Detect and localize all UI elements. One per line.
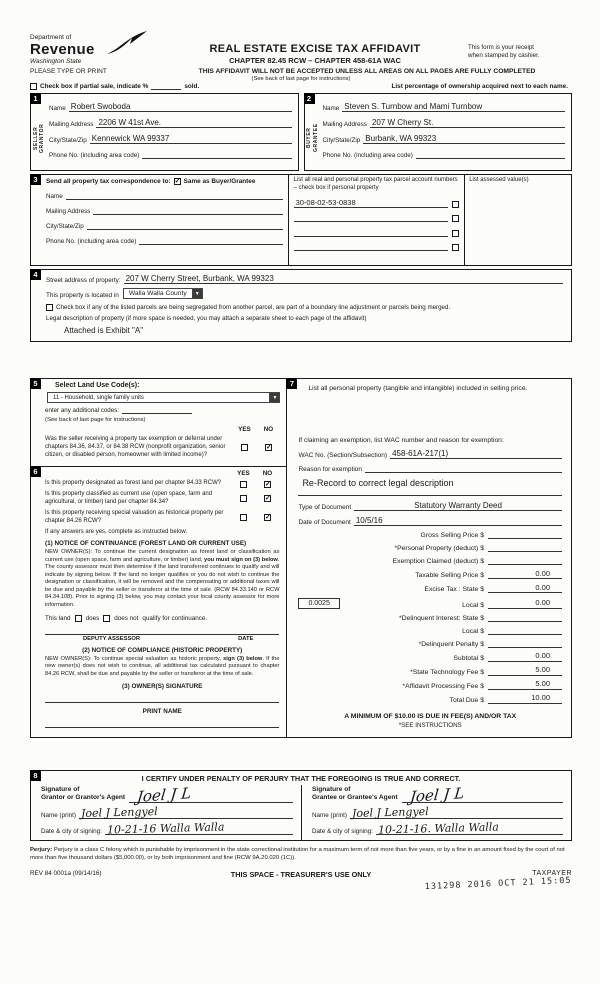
no-column-header: NO	[263, 426, 274, 433]
owner-signature-heading: (3) OWNER(S) SIGNATURE	[122, 683, 203, 691]
forest-no-checkbox[interactable]: ✓	[264, 480, 271, 488]
send-correspondence-label: Send all property tax correspondence to:	[46, 178, 171, 185]
grantee-name-print-value: Joel J Lengyel	[351, 804, 429, 820]
see-back-note: (See back of last page for instructions)	[251, 76, 351, 82]
type-of-document-label: Type of Document	[298, 504, 352, 512]
section-6-designation	[30, 467, 287, 737]
seller-phone-field[interactable]	[142, 150, 291, 159]
total-due-label: Total Due $	[449, 696, 484, 704]
yes-column-header: YES	[238, 426, 251, 433]
date-of-document-label: Date of Document	[298, 519, 351, 527]
grantor-name-print-value: Joel J Lengyel	[80, 804, 158, 820]
current-use-no-checkbox[interactable]: ✓	[264, 495, 271, 503]
gross-selling-price-field[interactable]	[488, 531, 562, 540]
same-as-buyer-checkbox[interactable]: ✓	[174, 178, 181, 185]
gross-selling-price-label: Gross Selling Price $	[420, 532, 484, 540]
buyer-citystatezip-label: City/State/Zip	[322, 137, 361, 144]
personal-property-checkbox-2[interactable]	[452, 215, 459, 222]
exemption-claimed-field[interactable]	[488, 557, 562, 566]
logo-dept-text: Department of	[30, 34, 72, 41]
print-name-label: PRINT NAME	[142, 708, 182, 716]
historic-yes-checkbox[interactable]	[240, 514, 247, 521]
seller-side-word: SELLER	[32, 126, 39, 150]
page-title: REAL ESTATE EXCISE TAX AFFIDAVIT	[209, 43, 421, 55]
receipt-note-line1: This form is your receipt	[468, 44, 535, 51]
street-address-field[interactable]: 207 W Cherry Street, Burbank, WA 99323	[124, 274, 563, 284]
legal-description-label: Legal description of property (if more space is needed, you may attach a separate sheet to each page of the affidavit)	[46, 315, 367, 322]
delinquent-interest-state-field[interactable]	[488, 613, 562, 622]
section-5-land-use	[30, 378, 287, 467]
seller-address-field[interactable]: 2206 W 41st Ave.	[96, 118, 291, 128]
grantee-date-city-field[interactable]	[376, 820, 563, 837]
seller-grantor-side-label	[32, 107, 46, 169]
parcel-row	[294, 199, 460, 208]
grantor-signature-line[interactable]	[129, 783, 293, 806]
affidavit-processing-fee-label: *Affidavit Processing Fee $	[402, 682, 484, 690]
sold-label: sold.	[184, 83, 200, 90]
seller-phone-label: Phone No. (including area code)	[49, 152, 140, 159]
notice-continuance-paragraph	[45, 549, 279, 609]
wac-number-label: WAC No. (Section/Subsection)	[298, 452, 388, 460]
form-header	[30, 34, 572, 65]
wac-number-field[interactable]: 458-61A-217(1)	[390, 449, 562, 459]
partial-sale-checkbox[interactable]	[30, 83, 37, 90]
correspondence-address-label: Mailing Address	[46, 208, 91, 215]
section-8-badge: 8	[30, 770, 41, 781]
perjury-text: Perjury is a class C felony which is punishable by imprisonment in the state correctional institution for a maximum term of not more than five years, or by a fine in an amount fixed by the court of not more than five thousand dollars ($5,000.00), or by both imprisonment and fine (RCW 9A.20.020 (1C)).	[30, 846, 565, 861]
delinquent-penalty-label: *Delinquent Penalty $	[418, 640, 484, 648]
notice2-text-c: . If the new owner(s) does not wish to continue, all additional tax calculated pursuant to chapter 84.26 RCW, shall be due and payable by the seller or transferor at the time of sale.	[45, 655, 280, 677]
tax-deferral-question: Was the seller receiving a property tax exemption or deferral under chapters 84.36, 84.37, or 84.38 RCW (nonprofit organization, senior citizen, or disabled person, homeowner with limited income)?	[45, 436, 226, 458]
perjury-clause	[30, 847, 572, 863]
grantor-signature-label-1: Signature of	[41, 785, 80, 793]
forest-yes-checkbox[interactable]	[240, 481, 247, 488]
county-dropdown[interactable]	[123, 288, 203, 299]
delinquent-penalty-field[interactable]	[488, 639, 562, 648]
grantee-signature-line[interactable]	[402, 783, 563, 806]
section-4-badge: 4	[30, 269, 41, 280]
correspondence-citystatezip-field[interactable]	[87, 221, 283, 230]
print-name-line[interactable]	[45, 717, 279, 728]
certify-statement: I CERTIFY UNDER PENALTY OF PERJURY THAT THE FOREGOING IS TRUE AND CORRECT.	[141, 773, 461, 783]
see-instructions-note: *SEE INSTRUCTIONS	[398, 721, 462, 729]
grantee-signature-label-1: Signature of	[312, 785, 351, 793]
section-4-property	[30, 269, 572, 342]
correspondence-name-field[interactable]	[66, 191, 283, 200]
logo-state-text: Washington State	[30, 58, 82, 65]
this-land-label: This land	[45, 614, 71, 622]
delinquent-interest-state-label: *Delinquent Interest: State $	[398, 614, 484, 622]
grantor-signature: Joel J L	[136, 783, 193, 806]
seller-citystatezip-field[interactable]: Kennewick WA 99337	[90, 134, 292, 144]
section-6-badge: 6	[30, 466, 41, 477]
grantor-name-print-field[interactable]	[79, 804, 293, 820]
cashier-date-stamp: 131298 2016 OCT 21 15:05	[425, 875, 573, 892]
buyer-address-field[interactable]: 207 W Cherry St.	[370, 118, 565, 128]
owner-signature-line[interactable]	[45, 692, 279, 703]
personal-property-checkbox-1[interactable]	[452, 201, 459, 208]
treasurer-use-label: THIS SPACE - TREASURER'S USE ONLY	[230, 869, 372, 879]
excise-tax-local-field[interactable]: 0.00	[488, 599, 562, 609]
segregated-parcels-checkbox[interactable]	[46, 304, 53, 311]
notice-compliance-heading: (2) NOTICE OF COMPLIANCE (HISTORIC PROPERTY)	[82, 646, 243, 654]
does-not-checkbox[interactable]	[103, 615, 110, 622]
notice2-text-bold: sign (3) below	[223, 655, 263, 662]
personal-property-list-area[interactable]	[298, 393, 562, 433]
notice1-text-a: NEW OWNER(S): To continue the current designation as forest land or classification as current use (open space, farm and agriculture, or timber) land,	[45, 549, 280, 563]
section-7-tax-computation	[287, 378, 572, 738]
subtotal-field[interactable]: 0.00	[488, 652, 562, 662]
deputy-assessor-label: DEPUTY ASSESSOR	[83, 635, 141, 642]
land-use-dropdown[interactable]	[47, 392, 280, 403]
forest-land-question: Is this property designated as forest land per chapter 84.33 RCW?	[45, 480, 222, 487]
grantee-date-city-value: 10-21-16. Walla Walla	[377, 820, 499, 837]
located-in-label: This property is located in	[46, 292, 119, 299]
state-technology-fee-field[interactable]: 5.00	[488, 666, 562, 676]
exemption-header: If claiming an exemption, list WAC number and reason for exemption:	[298, 437, 504, 445]
seller-name-label: Name	[49, 105, 66, 112]
total-due-field[interactable]: 10.00	[488, 694, 562, 704]
correspondence-phone-label: Phone No. (including area code)	[46, 238, 137, 245]
qualify-label: qualify for continuance.	[142, 614, 208, 622]
section-2-badge: 2	[304, 93, 315, 104]
date-of-document-field[interactable]: 10/5/16	[354, 516, 562, 526]
excise-tax-state-label: Excise Tax : State $	[424, 586, 484, 594]
acceptance-warning: THIS AFFIDAVIT WILL NOT BE ACCEPTED UNLESS ALL AREAS ON ALL PAGES ARE FULLY COMPLETED	[198, 68, 536, 75]
delinquent-interest-local-field[interactable]	[488, 626, 562, 635]
reason-for-exemption-value[interactable]: Re-Record to correct legal description	[302, 478, 454, 489]
parcel-number-field-2[interactable]	[294, 214, 449, 222]
if-yes-note: If any answers are yes, complete as instructed below.	[45, 529, 188, 536]
additional-codes-field[interactable]	[122, 413, 192, 414]
minimum-due-note: A MINIMUM OF $10.00 IS DUE IN FEE(S) AND/OR TAX	[344, 712, 517, 720]
spacer	[30, 342, 572, 378]
exemption-claimed-label: Exemption Claimed (deduct) $	[392, 558, 484, 566]
land-use-value: 11 - Household, single family units	[53, 395, 144, 401]
form-footer	[30, 869, 573, 892]
percent-sold-field[interactable]	[151, 89, 181, 90]
historic-no-checkbox[interactable]: ✓	[264, 514, 271, 522]
receipt-note-line2: when stamped by cashier.	[468, 52, 540, 60]
yes-column-header: YES	[237, 470, 250, 478]
parcel-row	[294, 243, 460, 251]
personal-property-checkbox-4[interactable]	[452, 244, 459, 251]
grantor-signature-label-2: Grantor or Grantor's Agent	[41, 794, 126, 802]
receipt-note	[468, 34, 572, 65]
dor-flag-icon	[106, 30, 148, 56]
section-1-badge: 1	[30, 93, 41, 104]
personal-property-checkbox-3[interactable]	[452, 230, 459, 237]
deferral-yes-checkbox[interactable]	[241, 444, 248, 451]
see-back-note-5: (See back of last page for instructions)	[45, 417, 146, 423]
form-revision-number: REV 84 0001a (09/14/16)	[30, 869, 102, 877]
section-7-badge: 7	[286, 378, 297, 389]
personal-property-header: List all personal property (tangible and intangible) included in selling price.	[308, 385, 528, 392]
partial-sale-label: Check box if partial sale, indicate %	[40, 83, 149, 90]
grantee-signature-label-2: Grantee or Grantee's Agent	[312, 794, 398, 802]
personal-property-deduct-label: *Personal Property (deduct) $	[394, 545, 484, 553]
dor-logo	[30, 34, 162, 65]
excise-tax-local-label: Local $	[462, 601, 484, 609]
correspondence-citystatezip-label: City/State/Zip	[46, 223, 84, 230]
street-address-label: Street address of property:	[46, 277, 121, 284]
ownership-percentage-note: List percentage of ownership acquired next to each name.	[391, 83, 568, 90]
local-rate-box: 0.0025	[298, 598, 339, 609]
section-3-badge: 3	[30, 174, 41, 185]
buyer-grantee-side-label	[306, 107, 320, 169]
notice1-text-c: . The county assessor must then determine if the land transferred continues to qualify and will indicate by signing below. If the land no longer qualifies or you do not wish to continue the designation or classification, it will be removed and the compensating or additional taxes will be due and payable by the seller or transferor at the time of sale. (RCW 84.33.140 or RCW 84.34.108). Prior to signing (3) below, you may contact your local county assessor for more information.	[45, 556, 280, 608]
notice-continuance-heading: (1) NOTICE OF CONTINUANCE (FOREST LAND OR CURRENT USE)	[45, 540, 247, 548]
chevron-down-icon[interactable]: ▼	[192, 289, 202, 298]
deferral-no-checkbox[interactable]: ✓	[265, 444, 272, 452]
buyer-phone-field[interactable]	[416, 150, 565, 159]
grantee-side-word: GRANTEE	[312, 123, 319, 153]
notice-compliance-paragraph	[45, 656, 279, 679]
subtotal-label: Subtotal $	[453, 654, 484, 662]
assessed-values-header: List assessed value(s)	[469, 177, 529, 183]
chevron-down-icon[interactable]: ▼	[269, 393, 279, 402]
section-3-correspondence	[30, 174, 572, 266]
current-use-yes-checkbox[interactable]	[240, 495, 247, 502]
buyer-citystatezip-field[interactable]: Burbank, WA 99323	[363, 134, 565, 144]
grantor-name-print-label: Name (print)	[41, 811, 76, 819]
grantor-date-city-label: Date & city of signing:	[41, 827, 102, 835]
correspondence-phone-field[interactable]	[139, 236, 282, 245]
no-column-header: NO	[262, 470, 273, 478]
taxable-selling-price-label: Taxable Selling Price $	[415, 572, 484, 580]
please-type-label: PLEASE TYPE OR PRINT	[30, 68, 107, 75]
buyer-phone-label: Phone No. (including area code)	[322, 152, 413, 159]
reason-for-exemption-label: Reason for exemption	[298, 466, 363, 474]
buyer-side-word: BUYER	[306, 127, 312, 149]
grantee-name-print-field[interactable]	[350, 804, 563, 820]
section-8-signatures	[30, 770, 572, 841]
type-of-document-field[interactable]: Statutory Warranty Deed	[354, 501, 562, 511]
does-label: does	[85, 614, 100, 622]
buyer-name-field[interactable]: Steven S. Turnbow and Mami Turnbow	[342, 102, 565, 112]
grantor-signature-block	[31, 785, 301, 840]
correspondence-address-field[interactable]	[93, 206, 282, 215]
does-checkbox[interactable]	[75, 615, 82, 622]
parcel-row	[294, 214, 460, 222]
parcel-number-field-1[interactable]: 30-08-02-53-0838	[294, 199, 449, 208]
buyer-name-label: Name	[322, 105, 340, 112]
current-use-question: Is this property classified as current use (open space, farm and agricultural, or timber) land per chapter 84.34?	[45, 491, 213, 505]
grantor-date-city-value: 10-21-16 Walla Walla	[106, 820, 225, 837]
taxable-selling-price-field[interactable]: 0.00	[488, 570, 562, 580]
grantor-side-word: GRANTOR	[39, 123, 45, 153]
segregated-parcels-label: Check box if any of the listed parcels are being segregated from another parcel, are part of a boundary line adjustment or parcels being merged.	[56, 304, 451, 311]
page-subtitle: CHAPTER 82.45 RCW – CHAPTER 458-61A WAC	[229, 56, 401, 65]
seller-address-label: Mailing Address	[49, 121, 94, 128]
same-as-buyer-label: Same as Buyer/Grantee	[183, 178, 256, 185]
perjury-bold: Perjury:	[30, 846, 53, 853]
parcel-numbers-header: List all real and personal property tax parcel account numbers – check box if personal property	[293, 177, 458, 191]
legal-description-field[interactable]: Attached is Exhibit "A"	[64, 326, 144, 335]
date-label: DATE	[238, 635, 254, 642]
historic-property-question: Is this property receiving special valuation as historical property per chapter 84.26 RCW?	[45, 509, 224, 524]
affidavit-processing-fee-field[interactable]: 5.00	[488, 680, 562, 690]
grantee-date-city-label: Date & city of signing:	[312, 827, 373, 835]
seller-name-field[interactable]: Robert Swoboda	[69, 102, 292, 112]
correspondence-name-label: Name	[46, 193, 63, 200]
deputy-assessor-signature-line[interactable]	[45, 624, 279, 635]
parcel-number-field-4[interactable]	[294, 243, 449, 251]
grantee-signature: Joel J L	[408, 783, 465, 806]
section-2-buyer	[304, 93, 573, 171]
reason-underline	[298, 488, 562, 496]
grantee-name-print-label: Name (print)	[312, 811, 347, 819]
buyer-address-label: Mailing Address	[322, 121, 367, 128]
excise-tax-state-field[interactable]: 0.00	[488, 584, 562, 594]
reason-for-exemption-field[interactable]	[365, 464, 562, 473]
taxpayer-label: TAXPAYER	[532, 869, 573, 877]
additional-codes-label: enter any additional codes:	[45, 407, 119, 414]
does-not-label: does not	[114, 614, 139, 622]
grantee-signature-block	[301, 785, 571, 840]
parcel-row	[294, 229, 460, 237]
county-value: Walla Walla County	[128, 290, 187, 297]
logo-revenue-text: Revenue	[30, 41, 95, 58]
seller-citystatezip-label: City/State/Zip	[49, 137, 87, 144]
section-1-seller	[30, 93, 299, 171]
notice2-text-a: NEW OWNER(S): To continue special valuation as historic property,	[45, 655, 224, 662]
personal-property-deduct-field[interactable]	[488, 544, 562, 553]
parcel-number-field-3[interactable]	[294, 229, 449, 237]
state-technology-fee-label: *State Technology Fee $	[410, 668, 484, 676]
notice1-text-bold: you must sign on (3) below	[204, 556, 278, 563]
land-use-heading: Select Land Use Code(s):	[55, 382, 140, 389]
grantor-date-city-field[interactable]	[105, 820, 293, 837]
section-5-badge: 5	[30, 378, 41, 389]
delinquent-interest-local-label: Local $	[462, 627, 484, 635]
